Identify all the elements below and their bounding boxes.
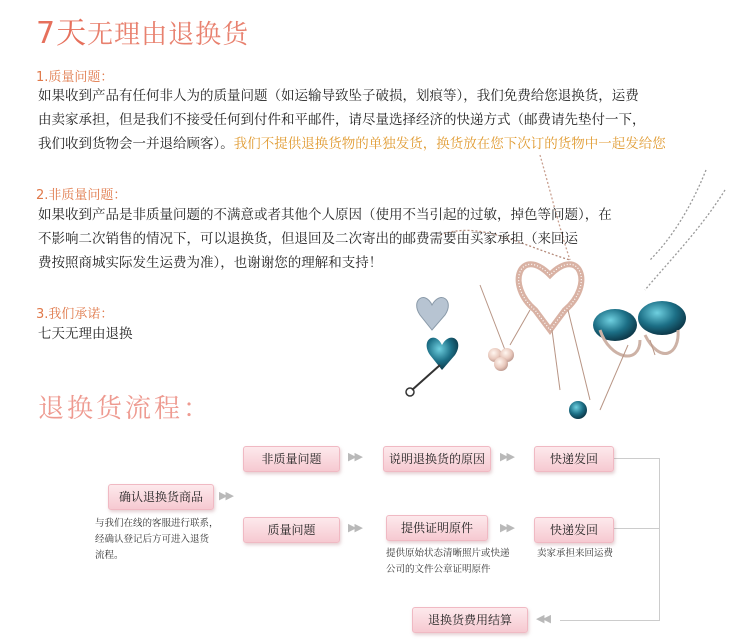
note-line: 流程。 (95, 550, 124, 561)
note-line: 公司的文件公章证明原件 (386, 564, 491, 575)
flow-note-proof (386, 546, 536, 578)
flow-connector (659, 458, 660, 620)
flow-note-confirm (95, 516, 240, 564)
flow-step-explain: 说明退换货的原因 (383, 446, 491, 472)
page-title (36, 8, 249, 52)
note-line: 经确认登记后方可进入退货 (95, 534, 210, 545)
flow-note-express-2: 卖家承担来回运费 (537, 548, 614, 559)
flow-arrow-icon: ▶▶ (348, 450, 361, 463)
flow-step-nonquality: 非质量问题 (243, 446, 340, 472)
flow-connector (612, 458, 660, 459)
flow-arrow-icon: ▶▶ (500, 450, 513, 463)
section-quality-label: 1.质量问题： (36, 70, 114, 85)
flow-step-express-2: 快递发回 (534, 517, 614, 543)
section-nonquality-line: 如果收到产品是非质量问题的不满意或者其他个人原因（使用不当引起的过敏，掉色等问题），在 (38, 207, 612, 223)
section-quality-line: 我们收到货物会一并退给顾客）。 (38, 136, 234, 152)
highlight-notice: 我们不提供退换货物的单独发货，换货放在您下次订的货物中一起发给您 (233, 136, 666, 152)
flow-step-quality: 质量问题 (243, 517, 340, 543)
section-quality-line: 由卖家承担，但是我们不接受任何到付件和平邮件，请尽量选择经济的快递方式（邮费请先垫付一下， (38, 112, 646, 128)
flow-step-proof: 提供证明原件 (386, 515, 488, 541)
jewelry-necklace-image (400, 150, 736, 435)
section-nonquality-line: 不影响二次销售的情况下，可以退换货，但退回及二次寄出的邮费需要由买家承担（来回运 (38, 231, 578, 247)
flow-arrow-icon: ▶▶ (500, 521, 513, 534)
flow-connector (612, 528, 660, 529)
flow-connector (560, 620, 660, 621)
section-quality-line: 如果收到产品有任何非人为的质量问题（如运输导致坠子破损，划痕等），我们免费给您退换货，运费 (38, 88, 639, 104)
section-promise-label: 3.我们承诺： (36, 307, 114, 322)
section-quality-text (38, 84, 736, 156)
note-line: 提供原始状态清晰照片或快递 (386, 548, 510, 559)
note-line: 与我们在线的客服进行联系， (95, 518, 219, 529)
flow-arrow-icon: ▶▶ (348, 521, 361, 534)
section-nonquality-line: 费按照商城实际发生运费为准），也谢谢您的理解和支持！ (38, 255, 383, 271)
flow-step-express-1: 快递发回 (534, 446, 614, 472)
flow-arrow-left-icon: ◀◀ (536, 612, 549, 625)
flow-title: 退换货流程： (38, 394, 213, 424)
page-title-number: 7天 (36, 16, 88, 51)
section-nonquality-text (38, 203, 638, 275)
flow-arrow-icon: ▶▶ (219, 489, 232, 502)
section-nonquality-label: 2.非质量问题： (36, 188, 127, 203)
flow-step-settlement: 退换货费用结算 (412, 607, 528, 633)
page-title-text: 无理由退换货 (87, 20, 250, 50)
flow-step-confirm: 确认退换货商品 (108, 484, 214, 510)
section-promise-text: 七天无理由退换 (38, 326, 133, 342)
